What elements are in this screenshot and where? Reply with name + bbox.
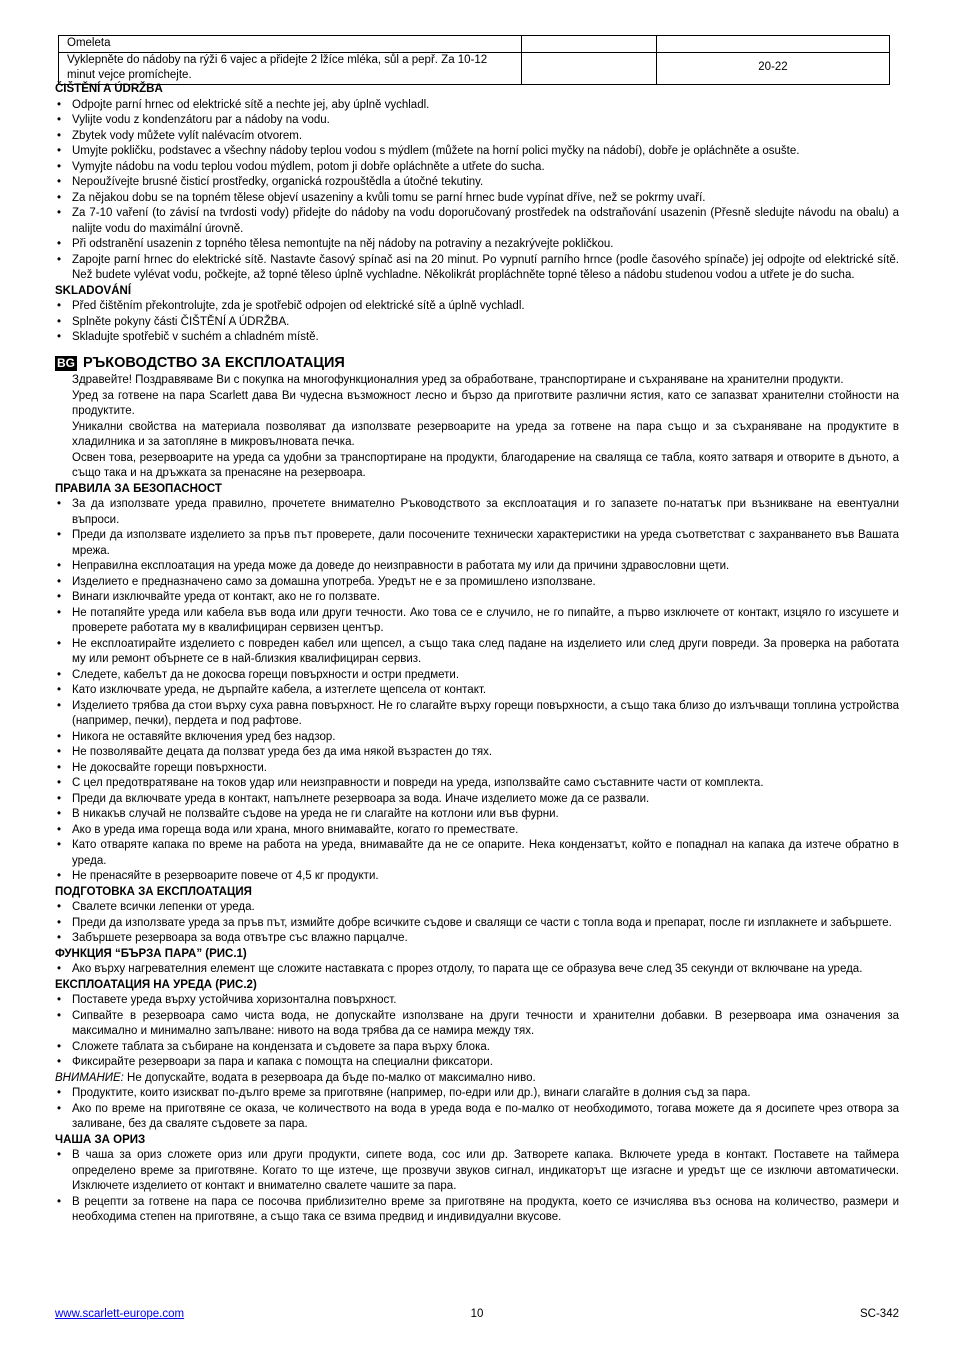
list-item: • Неправилна експлоатация на уреда може да доведе до неизправности в работата му или да причини здравословни щети. (55, 559, 899, 575)
website-link[interactable]: www.scarlett-europe.com (55, 1308, 185, 1320)
list-item: • Не експлоатирайте изделието с повреден кабел или щепсел, а също така след падане на изделието или след други повреди. За проверка на работата му или ремонт обърнете се в най-близкия квалифициран сервиз. (55, 637, 899, 668)
list-item: • Поставете уреда върху устойчива хоризонтална повърхност. (55, 993, 899, 1009)
section-heading-operation: ЕКСПЛОАТАЦИЯ НА УРЕДА (РИС.2) (55, 978, 257, 991)
list-item: • Не докосвайте горещи повърхности. (55, 761, 899, 777)
page-title: РЪКОВОДСТВО ЗА ЕКСПЛОАТАЦИЯ (83, 354, 345, 371)
list-item: • Splněte pokyny části ČIŠTĚNÍ A ÚDRŽBA. (55, 315, 899, 331)
list-item: • Преди да включвате уреда в контакт, напълнете резервоара за вода. Иначе изделието може да се развали. (55, 792, 899, 808)
list-item: • Za 7-10 vaření (to závisí na tvrdosti vody) přidejte do nádoby na vodu doporučovaný prostředek na odstraňování usazenin (Přesně sledujte návodu na obalu) a nalijte vodu do maximální úrovně. (55, 206, 899, 237)
model-number: SC-342 (860, 1308, 899, 1320)
list-item: • Свалете всички лепенки от уреда. (55, 900, 899, 916)
list-item: • Като отваряте капака по време на работа на уреда, внимавайте да не се опарите. Нека кондензатът, който е попаднал на капака да изтече обратно в уреда. (55, 838, 899, 869)
section-heading-cleaning: ČIŠTĚNÍ A ÚDRŽBA (55, 83, 163, 95)
list-item: • Nepoužívejte brusné čisticí prostředky, organická rozpouštědla a útočné tekutiny. (55, 175, 899, 191)
list-item: • Сипвайте в резервоара само чиста вода, не допускайте използване на други течности и хранителни добавки. В резервоара има означения за максимално и минимално запълване: нивото на вода трябва да се намира между тях. (55, 1009, 899, 1040)
list-item: • В никакъв случай не ползвайте съдове на уреда не ги слагайте на котлони или във фурни. (55, 807, 899, 823)
list-item: • Skladujte spotřebič v suchém a chladném místě. (55, 330, 899, 346)
page-footer (55, 1307, 899, 1323)
section-heading-prep: ПОДГОТОВКА ЗА ЕКСПЛОАТАЦИЯ (55, 885, 252, 898)
section-heading-safety: ПРАВИЛА ЗА БЕЗОПАСНОСТ (55, 482, 222, 495)
list-item: • Odpojte parní hrnec od elektrické sítě a nechte jej, aby úplně vychladl. (55, 98, 899, 114)
intro-paragraph: Уникални свойства на материала позволяват да използвате резервоарите на уреда за готвене на пара също и за съхраняване на продуктите в хладилника и за затопляне в микровълновата печка. (72, 420, 899, 448)
section-heading-quick-steam: ФУНКЦИЯ “БЪРЗА ПАРА” (РИС.1) (55, 947, 247, 960)
table-row (59, 52, 890, 84)
document-body (55, 82, 899, 1226)
table-cell (657, 36, 890, 53)
intro (55, 373, 899, 482)
intro-paragraph: Уред за готвене на пара Scarlett дава Ви чудесна възможност лесно и бързо да приготвите различни ястия, като се запазват хранителни стойности на продуктите. (72, 389, 899, 417)
list-item: • Vylijte vodu z kondenzátoru par a nádoby na vodu. (55, 113, 899, 129)
list-item: • Не позволявайте децата да ползват уреда без да има някой възрастен до тях. (55, 745, 899, 761)
list-item: • Před čištěním překontrolujte, zda je spotřebič odpojen od elektrické sítě a úplně vychladl. (55, 299, 899, 315)
intro-paragraph: Здравейте! Поздравяваме Ви с покупка на многофункционалния уред за обработване, транспортиране и съхраняване на хранителни продукти. (72, 374, 844, 386)
list-item: • Za nějakou dobu se na topném tělese objeví usazeniny a kvůli tomu se parní hrnec bude vypínat dříve, než se pokrmy uvaří. (55, 191, 899, 207)
section-heading-rice: ЧАША ЗА ОРИЗ (55, 1133, 146, 1146)
list-item: • Не потапяйте уреда или кабела във вода или други течности. Ако това се е случило, не го пипайте, а първо изключете от контакт, изцяло го изсушете и проверете работата му в квалифициран сервизен център. (55, 606, 899, 637)
warning-text: Не допускайте, водата в резервоара да бъде по-малко от максимално ниво. (123, 1071, 536, 1084)
list-item: • Zapojte parní hrnec do elektrické sítě. Nastavte časový spínač asi na 20 minut. Po vypnutí parního hrnce (podle časového spínače) jej odpojte od elektrické sítě. Než budete vylévat vodu, počkejte, až topné těleso úplně vychladne. Několikrát propláchněte topné těleso a nádobu studenou vodou a utřete je do sucha. (55, 253, 899, 284)
table-cell-dish: Omeleta (59, 36, 522, 53)
list-item: • Не пренасяйте в резервоарите повече от 4,5 кг продукти. (55, 869, 899, 885)
list-item: • В чаша за ориз сложете ориз или други продукти, сипете вода, сос или др. Затворете капака. Включете уреда в контакт. Поставете на таймера определено време за приготвяне. Когато то ще изтече, ще прозвучи звуков сигнал, индикаторът ще изгасне и уредът ще се изключи автоматически. Изключете изделието от контакт и внимателно свалете чашите за пара. (55, 1148, 899, 1195)
list-item: • Изделието е предназначено само за домашна употреба. Уредът не е за промишлено използване. (55, 575, 899, 591)
list-item: • Като изключвате уреда, не дърпайте кабела, а изтеглете щепсела от контакт. (55, 683, 899, 699)
rice-list (55, 1148, 899, 1226)
table-cell-dish: Vyklepněte do nádoby na rýži 6 vajec a přidejte 2 lžíce mléka, sůl a pepř. Za 10-12 minut vejce promíchejte. (59, 52, 522, 84)
list-item: • Фиксирайте резервоари за пара и капака с помощта на специални фиксатори. (55, 1055, 899, 1071)
table-cell-time: 20-22 (657, 52, 890, 84)
list-item: • Ако по време на приготвяне се оказа, че количеството на вода в уреда вода е по-малко от необходимото, тогава можете да я досипете чрез отвора за заливане, без да сваляте съдовете за пара. (55, 1102, 899, 1133)
safety-list (55, 497, 899, 885)
table-cell (522, 52, 657, 84)
list-item: • Забършете резервоара за вода отвътре със влажно парцалче. (55, 931, 899, 947)
language-badge: BG (57, 355, 75, 370)
list-item: • За да използвате уреда правилно, прочетете внимателно Ръководството за експлоатация и го запазете по-нататък при възникване на евентуални въпроси. (55, 497, 899, 528)
list-item: • Сложете таблата за събиране на кондензата и съдовете за пара върху блока. (55, 1040, 899, 1056)
table-cell (522, 36, 657, 53)
list-item: • Никога не оставяйте включения уред без надзор. (55, 730, 899, 746)
intro-paragraph: Освен това, резервоарите на уреда са удобни за транспортиране на продукти, благодарение на сваляща се табла, която затваря и отворите в дъното, а също така и на дръжката за пренасяне на резервоара. (72, 451, 899, 479)
list-item: • Продуктите, които изискват по-дълго време за приготвяне (например, по-едри или др.), винаги слагайте в долния съд за пара. (55, 1086, 899, 1102)
list-item: • Изделието трябва да стои върху суха равна повърхност. Не го слагайте върху горещи повърхности, а също така близо до излъчващи топлина устройства (например, печки), пердета и под рафтове. (55, 699, 899, 730)
list-item: • Umyjte pokličku, podstavec a všechny nádoby teplou vodou s mýdlem (můžete na horní polici myčky na nádobí), dobře je opláchněte a osušte. (55, 144, 899, 160)
list-item: • Při odstranění usazenin z topného tělesa nemontujte na něj nádoby na potraviny a nezakrývejte pokličkou. (55, 237, 899, 253)
list-item: • Ако в уреда има гореща вода или храна, много внимавайте, когато го премествате. (55, 823, 899, 839)
recipe-table (58, 35, 890, 85)
warning-note (55, 1071, 899, 1087)
bg-section-title (55, 356, 899, 372)
list-item: • Следете, кабелът да не докосва горещи повърхности и остри предмети. (55, 668, 899, 684)
list-item: • Преди да използвате уреда за пръв път, измийте добре всичките съдове и свалящи се части с топла вода и препарат, после ги изплакнете и забършете. (55, 916, 899, 932)
section-heading-storage: SKLADOVÁNÍ (55, 284, 132, 297)
table-row (59, 36, 890, 53)
list-item: • Zbytek vody můžete vylít nalévacím otvorem. (55, 129, 899, 145)
list-item: • Винаги изключвайте уреда от контакт, ако не го ползвате. (55, 590, 899, 606)
operation-list (55, 993, 899, 1071)
page-number: 10 (470, 1308, 484, 1320)
cleaning-list (55, 98, 899, 284)
list-item: • Vymyjte nádobu na vodu teplou vodou mýdlem, potom ji dobře opláchněte a utřete do sucha. (55, 160, 899, 176)
prep-list (55, 900, 899, 947)
warning-label: ВНИМАНИЕ: (55, 1071, 124, 1084)
list-item: • В рецепти за готвене на пара се посочва приблизително време за приготвяне на продукта, което се изчислява въз основа на количество, размери и необходима степен на приготвяне, а също така се взима предвид и индивидуални вкусове. (55, 1195, 899, 1226)
list-item: • Ако върху нагревателния елемент ще сложите наставката с прорез отдолу, то парата ще се образува вече след 35 секунди от включване на уреда. (55, 962, 899, 978)
operation-list-2 (55, 1086, 899, 1133)
list-item: • Преди да използвате изделието за пръв път проверете, дали посочените технически характеристики на уреда съответстват с захранването във Вашата мрежа. (55, 528, 899, 559)
list-item: • С цел предотвратяване на токов удар или неизправности и повреди на уреда, използвайте само съставните части от комплекта. (55, 776, 899, 792)
storage-list (55, 299, 899, 346)
quick-steam-list (55, 962, 899, 978)
